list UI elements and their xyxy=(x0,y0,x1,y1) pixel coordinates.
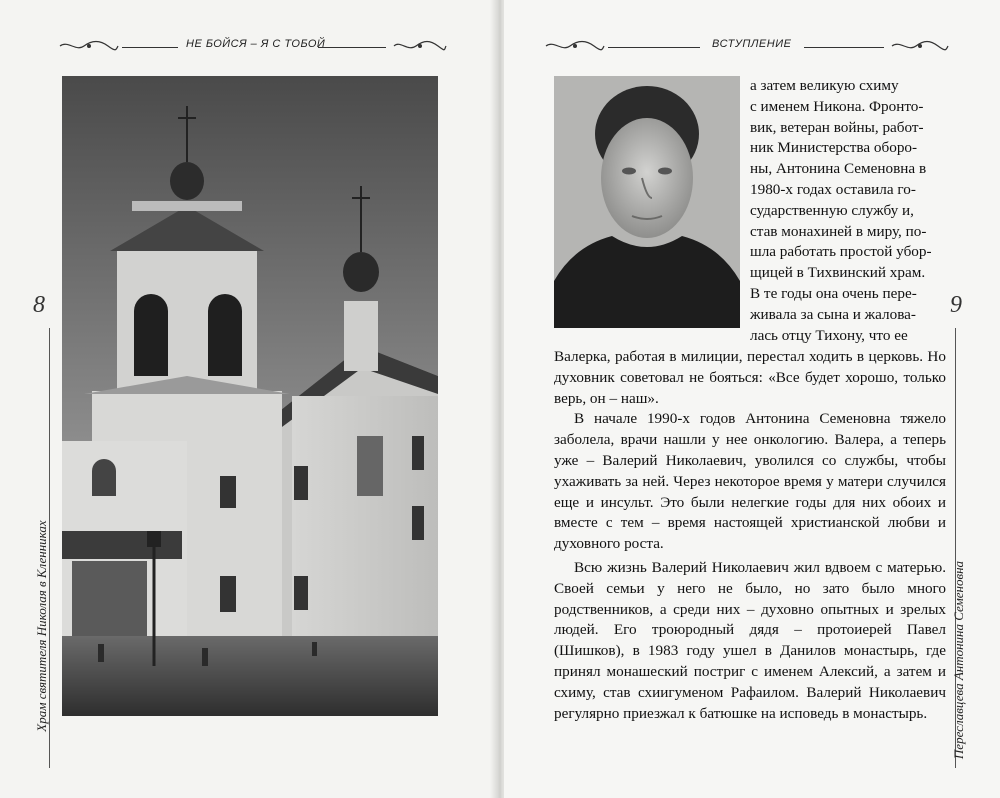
text-line: В те годы она очень пере- xyxy=(750,284,917,302)
paragraph-3: Всю жизнь Валерий Николаевич жил вдвоем с матерью. Своей семьи у него не было, но зато было много родственников, а среди них – духовно опытных и зрелых людей. Его троюродный дядя – протоиерей Павел (Шишков), в 1983 году ушел в Данилов монастырь, где принял монашеский постриг с именем Алексий, а затем и схиму, став схиигуменом Рафаилом. Валерий Николаевич регулярно приезжал к батюшке на исповедь в монастырь. xyxy=(554,558,946,722)
left-page xyxy=(0,0,496,798)
right-running-header xyxy=(504,36,1000,56)
text-line: сударственную службу и, xyxy=(750,201,914,219)
ornament-icon xyxy=(392,40,448,52)
text-line: вик, ветеран войны, работ- xyxy=(750,118,924,136)
paragraph-1-continued: Валерка, работая в милиции, перестал ходить в церковь. Но духовник советовал не бояться: «Все будет хорошо, только верь, он – наш». xyxy=(554,348,946,407)
ornament-icon xyxy=(890,40,950,52)
text-line: шла работать простой убор- xyxy=(750,243,932,261)
main-text-block xyxy=(554,347,946,724)
ornament-icon xyxy=(544,40,606,52)
portrait-photograph xyxy=(554,76,740,328)
text-line: а затем великую схиму xyxy=(750,77,899,94)
text-line: 1980-х годах оставила го- xyxy=(750,180,916,198)
wrapped-text-block xyxy=(750,76,946,346)
text-line: став монахиней в миру, по- xyxy=(750,222,927,240)
left-header-title: НЕ БОЙСЯ – Я С ТОБОЙ xyxy=(186,38,326,50)
right-page xyxy=(504,0,1000,798)
text-line: ны, Антонина Семеновна в xyxy=(750,160,927,178)
text-line: щицей в Тихвинский храм. xyxy=(750,264,926,282)
left-side-caption: Храм святителя Николая в Кленниках xyxy=(34,520,49,732)
text-line: с именем Никона. Фронто- xyxy=(750,97,924,115)
ornament-icon xyxy=(58,40,120,52)
right-page-number: 9 xyxy=(950,292,962,318)
left-page-number: 8 xyxy=(33,292,45,318)
text-line: лась отцу Тихону, что ее xyxy=(750,326,908,344)
right-side-caption: Переславцева Антонина Семеновна xyxy=(951,560,966,760)
paragraph-2: В начале 1990-х годов Антонина Семеновна тяжело заболела, врачи нашли у нее онкологию. Валера, а теперь уже – Валерий Николаевич, уволился со службы, чтобы ухаживать за ней. Через некоторое время у матери случился еще и инсульт. Это были нелегкие годы для них обоих и вместе с тем – время настоящей христианской любви и духовного роста. xyxy=(554,410,946,553)
text-line: живала за сына и жалова- xyxy=(750,305,916,323)
text-line: ник Министерства оборо- xyxy=(750,139,918,157)
left-running-header xyxy=(0,36,496,56)
church-photograph xyxy=(62,76,438,716)
right-header-title: ВСТУПЛЕНИЕ xyxy=(712,38,792,50)
